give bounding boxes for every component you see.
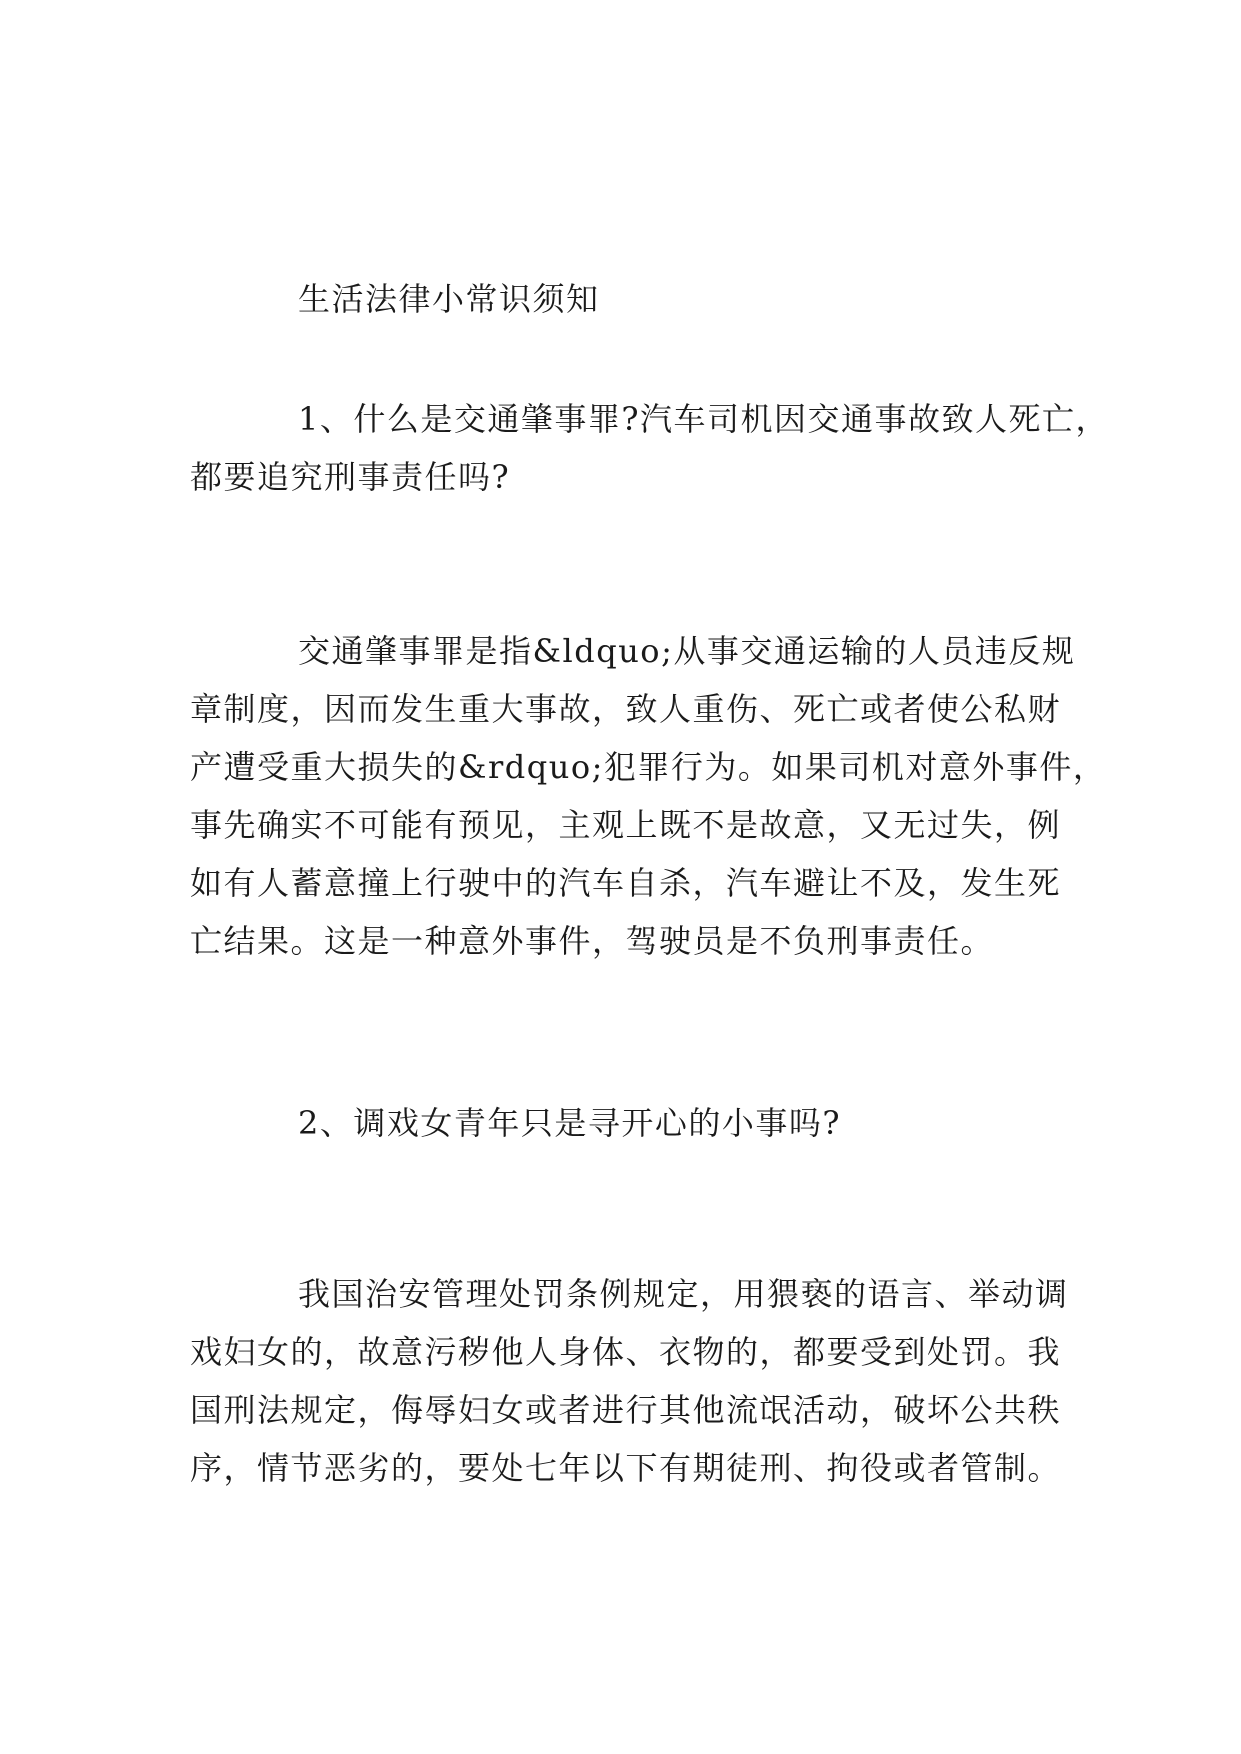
- answer-1: [190, 622, 1107, 970]
- question-1-line-1: 1、什么是交通肇事罪?汽车司机因交通事故致人死亡，: [298, 400, 1110, 438]
- question-1-line-2: 都要追究刑事责任吗?: [190, 458, 511, 496]
- answer-2-line-1: 我国治安管理处罚条例规定，用猥亵的语言、举动调: [298, 1275, 1069, 1313]
- question-1: [190, 390, 1110, 506]
- question-2-line-1: 2、调戏女青年只是寻开心的小事吗?: [298, 1104, 842, 1142]
- answer-1-line-3: 产遭受重大损失的&rdquo;犯罪行为。如果司机对意外事件，: [190, 748, 1107, 786]
- answer-1-line-2: 章制度，因而发生重大事故，致人重伤、死亡或者使公私财: [190, 690, 1062, 728]
- answer-1-line-4: 事先确实不可能有预见，主观上既不是故意，又无过失，例: [190, 806, 1062, 844]
- answer-2-line-3: 国刑法规定，侮辱妇女或者进行其他流氓活动，破坏公共秩: [190, 1391, 1062, 1429]
- answer-1-line-6: 亡结果。这是一种意外事件，驾驶员是不负刑事责任。: [190, 922, 995, 960]
- answer-2: [190, 1265, 1070, 1497]
- document-title: 生活法律小常识须知: [298, 280, 600, 318]
- question-2: [190, 1094, 1070, 1152]
- answer-1-line-1: 交通肇事罪是指&ldquo;从事交通运输的人员违反规: [298, 632, 1076, 670]
- answer-1-line-5: 如有人蓄意撞上行驶中的汽车自杀，汽车避让不及，发生死: [190, 864, 1062, 902]
- answer-2-line-4: 序，情节恶劣的，要处七年以下有期徒刑、拘役或者管制。: [190, 1449, 1062, 1487]
- answer-2-line-2: 戏妇女的，故意污秽他人身体、衣物的，都要受到处罚。我: [190, 1333, 1062, 1371]
